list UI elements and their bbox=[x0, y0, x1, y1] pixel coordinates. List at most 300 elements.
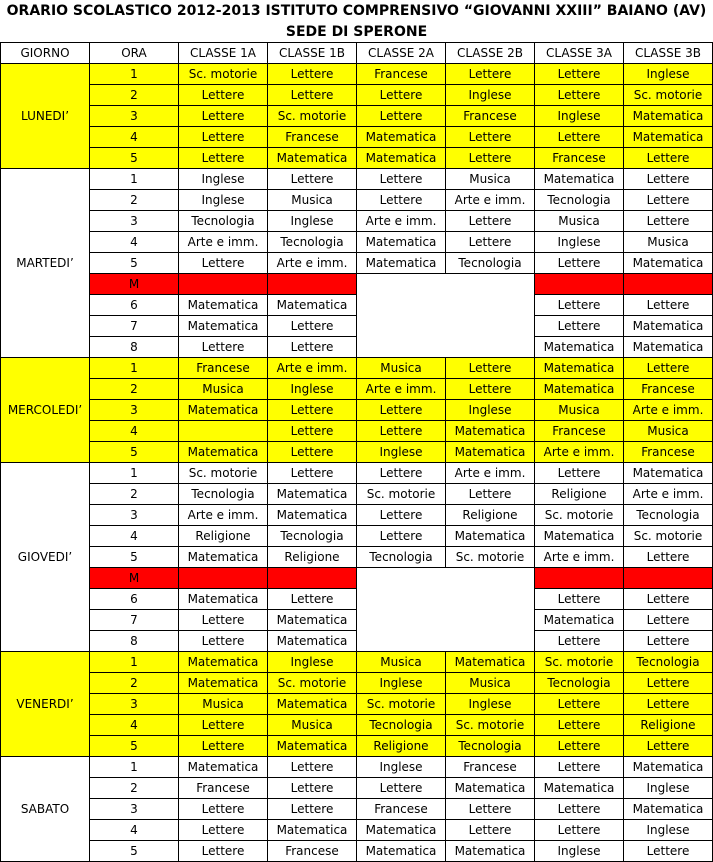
subject-cell: Inglese bbox=[446, 400, 535, 421]
subject-cell: Musica bbox=[446, 673, 535, 694]
hour-cell: 5 bbox=[90, 442, 179, 463]
schedule-row bbox=[1, 169, 713, 190]
subject-cell: Lettere bbox=[179, 85, 268, 106]
subject-cell: Matematica bbox=[357, 232, 446, 253]
subject-cell: Lettere bbox=[624, 547, 713, 568]
hour-cell: 8 bbox=[90, 337, 179, 358]
subject-cell: Matematica bbox=[357, 127, 446, 148]
subject-cell: Inglese bbox=[624, 64, 713, 85]
subject-cell: Sc. motorie bbox=[446, 715, 535, 736]
schedule-row bbox=[1, 757, 713, 778]
blank-cell bbox=[357, 274, 446, 295]
subject-cell: Arte e imm. bbox=[446, 463, 535, 484]
subject-cell: Matematica bbox=[179, 295, 268, 316]
hour-cell: 3 bbox=[90, 400, 179, 421]
schedule-row bbox=[1, 463, 713, 484]
blank-cell bbox=[446, 589, 535, 610]
schedule-row bbox=[1, 610, 713, 631]
lunch-cell bbox=[535, 274, 624, 295]
subject-cell: Musica bbox=[446, 169, 535, 190]
subject-cell: Sc. motorie bbox=[446, 547, 535, 568]
subject-cell: Matematica bbox=[535, 169, 624, 190]
subject-cell: Lettere bbox=[624, 148, 713, 169]
hour-cell: 1 bbox=[90, 652, 179, 673]
subject-cell: Inglese bbox=[357, 673, 446, 694]
subject-cell: Lettere bbox=[446, 484, 535, 505]
schedule-row bbox=[1, 547, 713, 568]
subject-cell: Musica bbox=[357, 358, 446, 379]
subject-cell: Lettere bbox=[179, 841, 268, 862]
hour-cell: M bbox=[90, 568, 179, 589]
subject-cell: Lettere bbox=[357, 85, 446, 106]
subject-cell: Arte e imm. bbox=[535, 547, 624, 568]
subject-cell: Lettere bbox=[268, 64, 357, 85]
subject-cell: Matematica bbox=[179, 442, 268, 463]
blank-cell bbox=[446, 610, 535, 631]
schedule-row bbox=[1, 106, 713, 127]
subject-cell: Lettere bbox=[268, 316, 357, 337]
subject-cell: Lettere bbox=[179, 799, 268, 820]
subject-cell: Lettere bbox=[357, 421, 446, 442]
hour-cell: 3 bbox=[90, 799, 179, 820]
blank-cell bbox=[357, 610, 446, 631]
subject-cell: Lettere bbox=[535, 64, 624, 85]
subject-cell: Inglese bbox=[268, 652, 357, 673]
hour-cell: 6 bbox=[90, 589, 179, 610]
subject-cell: Tecnologia bbox=[446, 253, 535, 274]
schedule-row bbox=[1, 442, 713, 463]
subject-cell: Inglese bbox=[624, 778, 713, 799]
header-cell: ORA bbox=[90, 43, 179, 64]
subject-cell: Lettere bbox=[624, 295, 713, 316]
subject-cell: Matematica bbox=[179, 589, 268, 610]
subject-cell: Lettere bbox=[624, 589, 713, 610]
subject-cell: Lettere bbox=[268, 442, 357, 463]
subject-cell: Inglese bbox=[535, 232, 624, 253]
subject-cell: Lettere bbox=[535, 631, 624, 652]
subject-cell: Musica bbox=[535, 400, 624, 421]
subject-cell: Inglese bbox=[446, 694, 535, 715]
hour-cell: 3 bbox=[90, 106, 179, 127]
subject-cell: Lettere bbox=[535, 694, 624, 715]
subject-cell: Matematica bbox=[446, 652, 535, 673]
subject-cell: Matematica bbox=[535, 526, 624, 547]
subject-cell: Lettere bbox=[179, 631, 268, 652]
subject-cell: Matematica bbox=[624, 127, 713, 148]
subject-cell: Matematica bbox=[268, 631, 357, 652]
subject-cell: Lettere bbox=[535, 85, 624, 106]
schedule-row bbox=[1, 127, 713, 148]
subject-cell: Lettere bbox=[535, 253, 624, 274]
subject-cell: Matematica bbox=[535, 358, 624, 379]
subject-cell: Francese bbox=[357, 64, 446, 85]
schedule-row bbox=[1, 358, 713, 379]
subject-cell: Lettere bbox=[535, 127, 624, 148]
subject-cell: Inglese bbox=[179, 169, 268, 190]
hour-cell: 6 bbox=[90, 295, 179, 316]
subject-cell: Lettere bbox=[446, 148, 535, 169]
subject-cell: Sc. motorie bbox=[624, 526, 713, 547]
subject-cell: Francese bbox=[535, 148, 624, 169]
subject-cell: Lettere bbox=[624, 631, 713, 652]
subject-cell: Arte e imm. bbox=[268, 358, 357, 379]
subject-cell: Matematica bbox=[268, 484, 357, 505]
lunch-cell bbox=[624, 568, 713, 589]
subject-cell: Sc. motorie bbox=[624, 85, 713, 106]
subject-cell: Lettere bbox=[535, 820, 624, 841]
subject-cell: Arte e imm. bbox=[357, 211, 446, 232]
subject-cell: Lettere bbox=[535, 799, 624, 820]
hour-cell: 2 bbox=[90, 778, 179, 799]
subject-cell: Inglese bbox=[624, 820, 713, 841]
subject-cell: Tecnologia bbox=[179, 211, 268, 232]
subject-cell: Arte e imm. bbox=[179, 505, 268, 526]
subject-cell: Lettere bbox=[535, 757, 624, 778]
subject-cell: Matematica bbox=[624, 757, 713, 778]
hour-cell: 1 bbox=[90, 169, 179, 190]
subject-cell: Lettere bbox=[357, 463, 446, 484]
subject-cell: Francese bbox=[535, 421, 624, 442]
hour-cell: 4 bbox=[90, 127, 179, 148]
subject-cell: Francese bbox=[179, 358, 268, 379]
subject-cell: Inglese bbox=[357, 757, 446, 778]
subject-cell: Lettere bbox=[179, 106, 268, 127]
subject-cell: Matematica bbox=[535, 610, 624, 631]
subject-cell: Sc. motorie bbox=[268, 106, 357, 127]
schedule-row bbox=[1, 421, 713, 442]
lunch-cell bbox=[179, 568, 268, 589]
subject-cell: Lettere bbox=[268, 799, 357, 820]
subject-cell: Matematica bbox=[268, 694, 357, 715]
subject-cell: Musica bbox=[268, 190, 357, 211]
subject-cell: Sc. motorie bbox=[179, 463, 268, 484]
subject-cell: Lettere bbox=[446, 820, 535, 841]
subject-cell: Lettere bbox=[179, 148, 268, 169]
subject-cell: Lettere bbox=[446, 211, 535, 232]
subject-cell: Lettere bbox=[624, 211, 713, 232]
day-label: MERCOLEDI’ bbox=[1, 358, 90, 463]
subject-cell: Inglese bbox=[179, 190, 268, 211]
subject-cell: Religione bbox=[446, 505, 535, 526]
hour-cell: 5 bbox=[90, 148, 179, 169]
subject-cell: Lettere bbox=[179, 127, 268, 148]
subject-cell: Lettere bbox=[357, 505, 446, 526]
subject-cell: Lettere bbox=[624, 673, 713, 694]
hour-cell: 2 bbox=[90, 85, 179, 106]
subject-cell: Inglese bbox=[268, 379, 357, 400]
subject-cell: Tecnologia bbox=[179, 484, 268, 505]
hour-cell: 8 bbox=[90, 631, 179, 652]
schedule-row bbox=[1, 400, 713, 421]
schedule-row bbox=[1, 526, 713, 547]
subject-cell: Matematica bbox=[268, 820, 357, 841]
page-title: ORARIO SCOLASTICO 2012-2013 ISTITUTO COMPRENSIVO “GIOVANNI XXIII” BAIANO (AV) bbox=[6, 3, 707, 19]
subject-cell: Lettere bbox=[268, 169, 357, 190]
subject-cell: Matematica bbox=[179, 652, 268, 673]
subject-cell: Lettere bbox=[179, 715, 268, 736]
subject-cell: Lettere bbox=[179, 820, 268, 841]
subject-cell: Lettere bbox=[357, 106, 446, 127]
day-label: GIOVEDI’ bbox=[1, 463, 90, 652]
subject-cell: Tecnologia bbox=[624, 652, 713, 673]
subject-cell: Matematica bbox=[446, 778, 535, 799]
subject-cell: Lettere bbox=[268, 85, 357, 106]
header-cell: CLASSE 2B bbox=[446, 43, 535, 64]
subject-cell: Matematica bbox=[179, 673, 268, 694]
hour-cell: 7 bbox=[90, 316, 179, 337]
lunch-break-row bbox=[1, 274, 713, 295]
subject-cell: Lettere bbox=[179, 736, 268, 757]
page-subtitle: SEDE DI SPERONE bbox=[285, 24, 428, 40]
schedule-row bbox=[1, 631, 713, 652]
blank-cell bbox=[446, 316, 535, 337]
subject-cell: Matematica bbox=[268, 736, 357, 757]
hour-cell: 4 bbox=[90, 526, 179, 547]
subject-cell: Sc. motorie bbox=[179, 64, 268, 85]
blank-cell bbox=[446, 568, 535, 589]
hour-cell: 4 bbox=[90, 715, 179, 736]
schedule-row bbox=[1, 715, 713, 736]
hour-cell: 2 bbox=[90, 379, 179, 400]
subject-cell: Lettere bbox=[535, 295, 624, 316]
subject-cell: Lettere bbox=[535, 715, 624, 736]
header-cell: GIORNO bbox=[1, 43, 90, 64]
subject-cell: Matematica bbox=[357, 841, 446, 862]
subject-cell: Francese bbox=[357, 799, 446, 820]
header-cell: CLASSE 2A bbox=[357, 43, 446, 64]
subject-cell: Religione bbox=[179, 526, 268, 547]
hour-cell: 1 bbox=[90, 358, 179, 379]
subject-cell: Inglese bbox=[535, 841, 624, 862]
subject-cell: Tecnologia bbox=[624, 505, 713, 526]
subject-cell: Religione bbox=[535, 484, 624, 505]
subject-cell: Arte e imm. bbox=[268, 253, 357, 274]
hour-cell: 2 bbox=[90, 190, 179, 211]
subject-cell: Lettere bbox=[357, 400, 446, 421]
subject-cell: Religione bbox=[357, 736, 446, 757]
subject-cell: Matematica bbox=[535, 778, 624, 799]
blank-cell bbox=[357, 337, 446, 358]
subject-cell: Francese bbox=[179, 778, 268, 799]
subject-cell: Lettere bbox=[624, 169, 713, 190]
schedule-row bbox=[1, 211, 713, 232]
schedule-row bbox=[1, 232, 713, 253]
blank-cell bbox=[357, 631, 446, 652]
subject-cell: Musica bbox=[624, 421, 713, 442]
schedule-body bbox=[1, 43, 713, 862]
day-label: VENERDI’ bbox=[1, 652, 90, 757]
schedule-row bbox=[1, 85, 713, 106]
schedule-row bbox=[1, 673, 713, 694]
hour-cell: 5 bbox=[90, 841, 179, 862]
subject-cell: Lettere bbox=[446, 799, 535, 820]
subject-cell bbox=[179, 421, 268, 442]
subject-cell: Matematica bbox=[268, 505, 357, 526]
subject-cell: Musica bbox=[179, 694, 268, 715]
blank-cell bbox=[446, 337, 535, 358]
subject-cell: Lettere bbox=[624, 358, 713, 379]
subject-cell: Francese bbox=[268, 127, 357, 148]
subject-cell: Musica bbox=[268, 715, 357, 736]
subject-cell: Matematica bbox=[179, 316, 268, 337]
subject-cell: Inglese bbox=[357, 442, 446, 463]
subject-cell: Lettere bbox=[624, 736, 713, 757]
subject-cell: Matematica bbox=[624, 337, 713, 358]
subject-cell: Lettere bbox=[268, 778, 357, 799]
subject-cell: Matematica bbox=[268, 295, 357, 316]
header-cell: CLASSE 1B bbox=[268, 43, 357, 64]
hour-cell: 4 bbox=[90, 232, 179, 253]
subject-cell: Sc. motorie bbox=[535, 652, 624, 673]
hour-cell: 4 bbox=[90, 820, 179, 841]
subject-cell: Tecnologia bbox=[535, 673, 624, 694]
subject-cell: Sc. motorie bbox=[357, 484, 446, 505]
blank-cell bbox=[446, 295, 535, 316]
subject-cell: Francese bbox=[624, 379, 713, 400]
hour-cell: 4 bbox=[90, 421, 179, 442]
hour-cell: 7 bbox=[90, 610, 179, 631]
hour-cell: 2 bbox=[90, 484, 179, 505]
hour-cell: 3 bbox=[90, 211, 179, 232]
hour-cell: 5 bbox=[90, 253, 179, 274]
subject-cell: Musica bbox=[357, 652, 446, 673]
schedule-row bbox=[1, 652, 713, 673]
subject-cell: Lettere bbox=[357, 169, 446, 190]
subject-cell: Lettere bbox=[535, 316, 624, 337]
lunch-cell bbox=[179, 274, 268, 295]
subject-cell: Lettere bbox=[357, 526, 446, 547]
hour-cell: 1 bbox=[90, 757, 179, 778]
subject-cell: Matematica bbox=[446, 526, 535, 547]
subject-cell: Lettere bbox=[446, 64, 535, 85]
subject-cell: Francese bbox=[624, 442, 713, 463]
lunch-cell bbox=[268, 274, 357, 295]
schedule-row bbox=[1, 589, 713, 610]
blank-cell bbox=[357, 589, 446, 610]
subject-cell: Francese bbox=[268, 841, 357, 862]
schedule-row bbox=[1, 337, 713, 358]
subject-cell: Lettere bbox=[446, 232, 535, 253]
subject-cell: Matematica bbox=[357, 820, 446, 841]
subject-cell: Lettere bbox=[535, 589, 624, 610]
subject-cell: Lettere bbox=[624, 610, 713, 631]
schedule-row bbox=[1, 379, 713, 400]
subject-cell: Lettere bbox=[624, 694, 713, 715]
subject-cell: Inglese bbox=[446, 85, 535, 106]
schedule-row bbox=[1, 778, 713, 799]
subject-cell: Arte e imm. bbox=[446, 190, 535, 211]
subject-cell: Matematica bbox=[446, 442, 535, 463]
subject-cell: Sc. motorie bbox=[535, 505, 624, 526]
subject-cell: Matematica bbox=[624, 253, 713, 274]
schedule-row bbox=[1, 736, 713, 757]
header-cell: CLASSE 3A bbox=[535, 43, 624, 64]
subject-cell: Tecnologia bbox=[268, 526, 357, 547]
subject-cell: Tecnologia bbox=[357, 715, 446, 736]
schedule-row bbox=[1, 841, 713, 862]
subject-cell: Musica bbox=[179, 379, 268, 400]
lunch-cell bbox=[268, 568, 357, 589]
subject-cell: Matematica bbox=[535, 337, 624, 358]
schedule-row bbox=[1, 190, 713, 211]
subject-cell: Matematica bbox=[535, 379, 624, 400]
subject-cell: Tecnologia bbox=[357, 547, 446, 568]
subject-cell: Matematica bbox=[357, 253, 446, 274]
subject-cell: Lettere bbox=[268, 757, 357, 778]
subject-cell: Matematica bbox=[179, 547, 268, 568]
subject-cell: Lettere bbox=[268, 421, 357, 442]
lunch-cell bbox=[535, 568, 624, 589]
subject-cell: Arte e imm. bbox=[357, 379, 446, 400]
schedule-row bbox=[1, 148, 713, 169]
subject-cell: Matematica bbox=[624, 106, 713, 127]
hour-cell: 5 bbox=[90, 736, 179, 757]
hour-cell: 1 bbox=[90, 64, 179, 85]
subject-cell: Matematica bbox=[357, 148, 446, 169]
subject-cell: Lettere bbox=[268, 589, 357, 610]
subject-cell: Lettere bbox=[268, 400, 357, 421]
subject-cell: Matematica bbox=[268, 148, 357, 169]
blank-cell bbox=[446, 631, 535, 652]
day-label: SABATO bbox=[1, 757, 90, 862]
subject-cell: Religione bbox=[624, 715, 713, 736]
subject-cell: Matematica bbox=[624, 799, 713, 820]
subject-cell: Sc. motorie bbox=[268, 673, 357, 694]
header-cell: CLASSE 1A bbox=[179, 43, 268, 64]
schedule-row bbox=[1, 505, 713, 526]
blank-cell bbox=[357, 295, 446, 316]
subject-cell: Matematica bbox=[179, 757, 268, 778]
lunch-cell bbox=[624, 274, 713, 295]
subject-cell: Lettere bbox=[535, 736, 624, 757]
schedule-row bbox=[1, 484, 713, 505]
blank-cell bbox=[357, 568, 446, 589]
schedule-row bbox=[1, 316, 713, 337]
blank-cell bbox=[357, 316, 446, 337]
subject-cell: Matematica bbox=[446, 841, 535, 862]
subject-cell: Matematica bbox=[179, 400, 268, 421]
hour-cell: 5 bbox=[90, 547, 179, 568]
subject-cell: Francese bbox=[446, 757, 535, 778]
schedule-row bbox=[1, 820, 713, 841]
subject-cell: Arte e imm. bbox=[624, 400, 713, 421]
subject-cell: Lettere bbox=[357, 778, 446, 799]
subject-cell: Religione bbox=[268, 547, 357, 568]
subject-cell: Lettere bbox=[179, 610, 268, 631]
subject-cell: Lettere bbox=[268, 337, 357, 358]
subject-cell: Sc. motorie bbox=[357, 694, 446, 715]
subject-cell: Lettere bbox=[624, 190, 713, 211]
hour-cell: 2 bbox=[90, 673, 179, 694]
subject-cell: Francese bbox=[446, 106, 535, 127]
subject-cell: Tecnologia bbox=[268, 232, 357, 253]
hour-cell: M bbox=[90, 274, 179, 295]
subject-cell: Matematica bbox=[268, 610, 357, 631]
header-cell: CLASSE 3B bbox=[624, 43, 713, 64]
hour-cell: 1 bbox=[90, 463, 179, 484]
header-row bbox=[1, 43, 713, 64]
subject-cell: Matematica bbox=[624, 316, 713, 337]
subject-cell: Lettere bbox=[268, 463, 357, 484]
subject-cell: Lettere bbox=[179, 337, 268, 358]
subject-cell: Arte e imm. bbox=[179, 232, 268, 253]
hour-cell: 3 bbox=[90, 694, 179, 715]
subject-cell: Tecnologia bbox=[446, 736, 535, 757]
subject-cell: Lettere bbox=[179, 253, 268, 274]
hour-cell: 3 bbox=[90, 505, 179, 526]
schedule-row bbox=[1, 799, 713, 820]
subject-cell: Matematica bbox=[446, 421, 535, 442]
